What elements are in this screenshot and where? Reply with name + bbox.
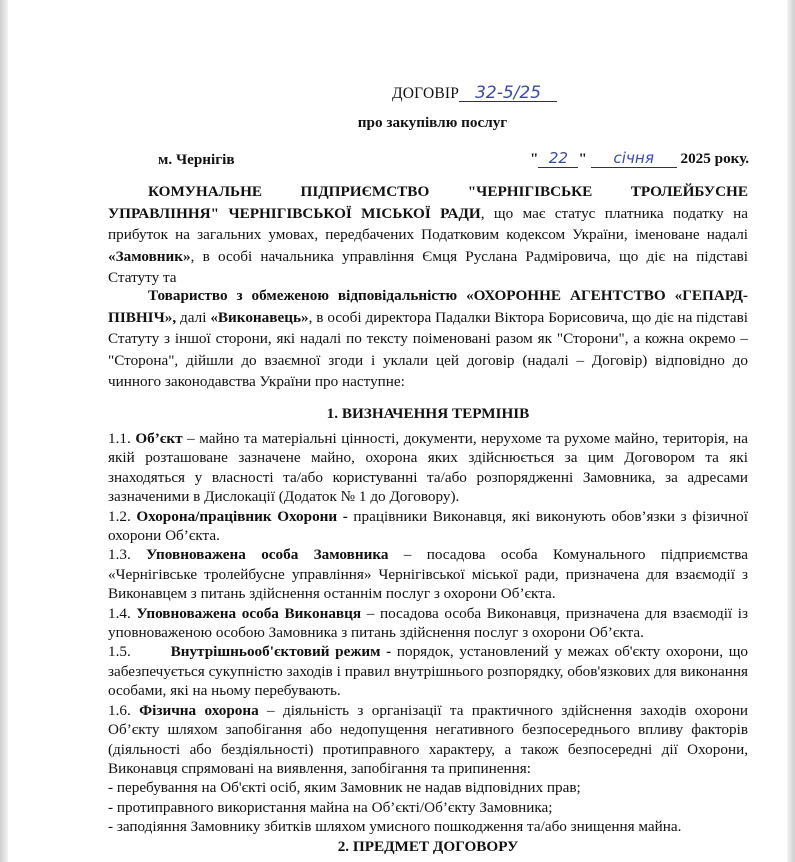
list-item: - заподіяння Замовнику збитків шляхом умисного пошкодження та/або знищення майна. [108,818,682,836]
list-item: - перебування на Об'єкті осіб, яким Замовник не надав відповідних прав; [108,779,581,797]
contractor-paragraph: Товариство з обмеженою відповідальністю «ОХОРОННЕ АГЕНТСТВО «ГЕПАРД-ПІВНІЧ», далі «Виконавець», в особі директора Падалки Віктора Борисовича, що діє на підставі Статуту з іншої сторони, які надалі по тексту поіменовані разом як "Сторони", а кожна окремо – "Сторона", дійшли до взаємної згоди і уклали цей договір (надалі – Договір) відповідно до чинного законодавства України про наступне: [108,287,748,391]
contractor-alias: «Виконавець» [210,308,309,326]
city: м. Чернігів [158,151,235,168]
section-2-heading: 2. ПРЕДМЕТ ДОГОВОРУ [337,838,519,855]
definition-item: 1.1. Об’єкт – майно та матеріальні цінності, документи, нерухоме та рухоме майно, територія, на якій розташоване зазначене майно, охорона яких здійснюється за цим Договором та які знаходяться у власності та/або користуванні та/або розпорядженні Замовника, за адресами зазначеними в Дислокації (Додаток № 1 до Договору). [108,430,749,506]
section-1-body [108,429,748,837]
handwritten-day: 22 [538,149,578,168]
title-word: ДОГОВІР [392,85,460,102]
document-subtitle: про закупівлю послуг [357,114,508,131]
contract-date: " 22 " січня 2025 року. [530,149,750,167]
definition-item: 1.2. Охорона/працівник Охорони - працівники Виконавця, які виконують обов’язки з фізичної охорони Об’єкта. [108,507,748,545]
customer-name: КОМУНАЛЬНЕ ПІДПРИЄМСТВО "ЧЕРНІГІВСЬКЕ ТРОЛЕЙБУСНЕ УПРАВЛІННЯ" ЧЕРНІГІВСЬКОЇ МІСЬКОЇ РАДИ [108,183,748,222]
definition-item: 1.4. Уповноважена особа Виконавця – посадова особа Виконавця, призначена для взаємодії із уповноваженою особою Замовника з питань здійснення послуг з охорони Об’єкта. [108,604,748,642]
definition-item: 1.3. Уповноважена особа Замовника – посадова особа Комунального підприємства «Чернігівське тролейбусне управління» Чернігівської міської ради, призначена для взаємодії з Виконавцем з питань здійснення останнім послуг з охорони Об’єкта. [108,546,748,603]
handwritten-contract-number: 32-5/25 [459,85,557,102]
document-title [392,85,557,103]
contractor-name: Товариство з обмеженою відповідальністю «ОХОРОННЕ АГЕНТСТВО «ГЕПАРД-ПІВНІЧ», [108,287,748,326]
definition-item: 1.6. Фізична охорона – діяльність з організації та практичного здійснення заходів охорони Об’єкту шляхом запобігання або недопущення негативного безпосереднього впливу факторів (діяльності або бездіяльності) протиправного характеру, а також безпосередні дії Охорони, Виконавця спрямовані на виявлення, запобігання та припинення: [108,701,748,777]
customer-alias: «Замовник» [108,247,191,265]
handwritten-month: січня [591,149,677,168]
date-year: 2025 року. [680,150,750,167]
section-1-heading: 1. ВИЗНАЧЕННЯ ТЕРМІНІВ [326,405,530,422]
list-item: - протиправного використання майна на Об’єкті/Об’єкту Замовника; [108,798,553,816]
definition-item: 1.5. Внутрішньооб'єктовий режим - порядок, установлений у межах об'єкту охорони, що забезпечується сукупністю заходів і правил внутрішнього розпорядку, обов'язкових для виконання особами, які на ньому перебувають. [108,643,748,700]
customer-paragraph: КОМУНАЛЬНЕ ПІДПРИЄМСТВО "ЧЕРНІГІВСЬКЕ ТРОЛЕЙБУСНЕ УПРАВЛІННЯ" ЧЕРНІГІВСЬКОЇ МІСЬКОЇ РАДИ, що має статус платника податку на прибуток на загальних умовах, передбачених Податковим кодексом України, іменоване надалі «Замовник», в особі начальника управління Ємця Руслана Радміровича, що діє на підставі Статуту та [108,183,748,287]
